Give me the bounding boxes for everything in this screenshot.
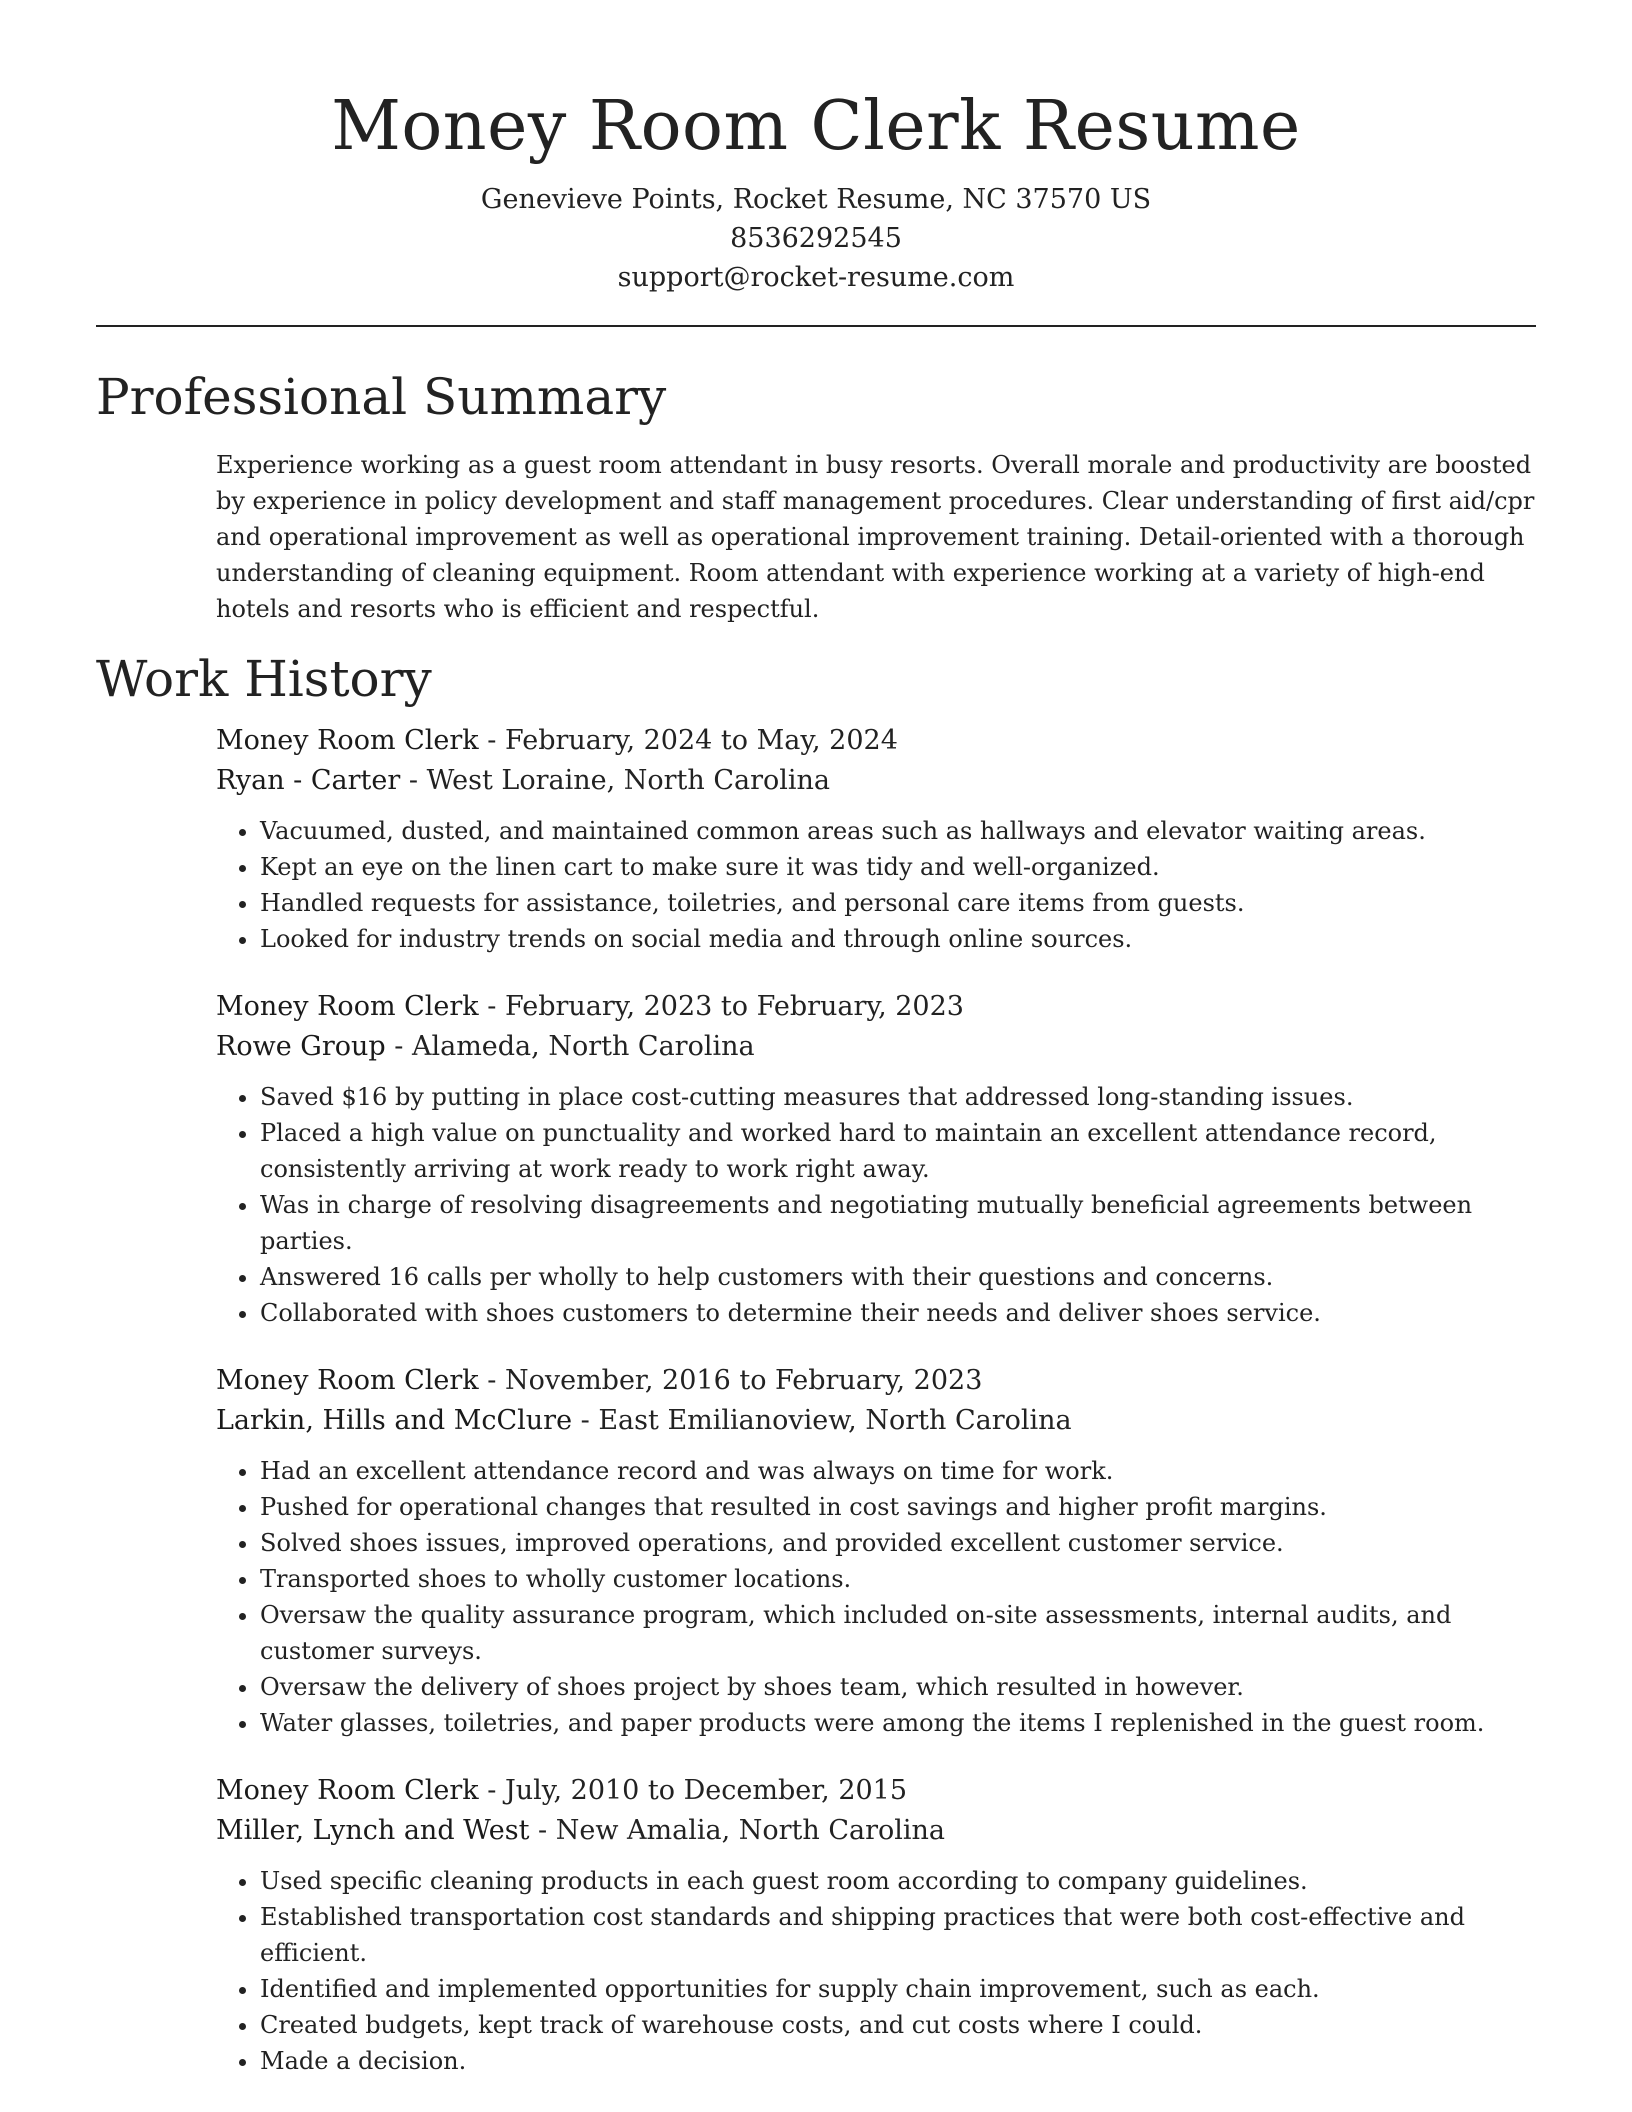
- job-bullets: [216, 1079, 1536, 1331]
- job-company-line: [216, 1811, 1536, 1851]
- contact-email: support@rocket-resume.com: [617, 262, 1015, 293]
- bullet-item: • Water glasses, toiletries, and paper products were among the items I replenished in the guest room.: [260, 1705, 1536, 1741]
- bullet-item: • Solved shoes issues, improved operations, and provided excellent customer service.: [260, 1525, 1536, 1561]
- job-location: - New Amalia, North Carolina: [529, 1815, 946, 1846]
- job-role: Money Room Clerk: [216, 991, 479, 1022]
- job-company-line: [216, 1027, 1536, 1067]
- job-title-line: [216, 1361, 1536, 1401]
- work-history-list: [0, 721, 1632, 2079]
- bullet-item: • Created budgets, kept track of warehouse costs, and cut costs where I could.: [260, 2007, 1536, 2043]
- job-company: Rowe Group: [216, 1031, 386, 1062]
- summary-text: Experience working as a guest room attendant in busy resorts. Overall morale and productivity are boosted by experience in policy development and staff management procedures. Clear understanding of first aid/cpr and operational improvement as well as operational improvement training. Detail-oriented with a thorough understanding of cleaning equipment. Room attendant with experience working at a variety of high-end hotels and resorts who is efficient and respectful.: [216, 451, 1535, 623]
- bullet-item: • Looked for industry trends on social media and through online sources.: [260, 921, 1536, 957]
- bullet-item: • Transported shoes to wholly customer locations.: [260, 1561, 1536, 1597]
- job-company-line: [216, 761, 1536, 801]
- contact-address: Genevieve Points, Rocket Resume, NC 37570 US: [480, 184, 1152, 215]
- summary-heading: Professional Summary: [96, 368, 667, 426]
- job-company: Ryan - Carter: [216, 765, 401, 796]
- resume-title: Money Room Clerk Resume: [331, 87, 1301, 166]
- bullet-item: • Made a decision.: [260, 2043, 1536, 2079]
- bullet-item: • Was in charge of resolving disagreements and negotiating mutually beneficial agreements between parties.: [260, 1187, 1536, 1259]
- job-dates: - February, 2024 to May, 2024: [478, 725, 898, 756]
- bullet-item: • Kept an eye on the linen cart to make sure it was tidy and well-organized.: [260, 849, 1536, 885]
- job-location: - West Loraine, North Carolina: [400, 765, 831, 796]
- job-title-line: [216, 987, 1536, 1027]
- job-location: - East Emilianoview, North Carolina: [572, 1405, 1072, 1436]
- work-history-heading: Work History: [96, 650, 432, 708]
- job-dates: - July, 2010 to December, 2015: [478, 1775, 908, 1806]
- bullet-item: • Answered 16 calls per wholly to help customers with their questions and concerns.: [260, 1259, 1536, 1295]
- job-bullets: [216, 1863, 1536, 2079]
- job-title-line: [216, 1771, 1536, 1811]
- bullet-item: • Established transportation cost standards and shipping practices that were both cost-effective and efficient.: [260, 1899, 1536, 1971]
- job-location: - Alameda, North Carolina: [385, 1031, 755, 1062]
- bullet-item: • Used specific cleaning products in each guest room according to company guidelines.: [260, 1863, 1536, 1899]
- job-title-line: [216, 721, 1536, 761]
- job-role: Money Room Clerk: [216, 725, 479, 756]
- job-bullets: [216, 1453, 1536, 1741]
- job-entry: [216, 1771, 1536, 2079]
- contact-block: [0, 180, 1632, 297]
- job-company: Larkin, Hills and McClure: [216, 1405, 573, 1436]
- resume-header: [0, 0, 1632, 297]
- bullet-item: • Pushed for operational changes that resulted in cost savings and higher profit margins.: [260, 1489, 1536, 1525]
- job-company-line: [216, 1401, 1536, 1441]
- header-divider: [96, 325, 1536, 327]
- bullet-item: • Placed a high value on punctuality and worked hard to maintain an excellent attendance record, consistently arriving at work ready to work right away.: [260, 1115, 1536, 1187]
- contact-phone: 8536292545: [730, 223, 902, 254]
- bullet-item: • Collaborated with shoes customers to determine their needs and deliver shoes service.: [260, 1295, 1536, 1331]
- job-dates: - November, 2016 to February, 2023: [478, 1365, 983, 1396]
- job-role: Money Room Clerk: [216, 1365, 479, 1396]
- bullet-item: • Oversaw the delivery of shoes project by shoes team, which resulted in however.: [260, 1669, 1536, 1705]
- job-entry: [216, 1361, 1536, 1741]
- bullet-item: • Oversaw the quality assurance program, which included on-site assessments, internal audits, and customer surveys.: [260, 1597, 1536, 1669]
- bullet-item: • Had an excellent attendance record and was always on time for work.: [260, 1453, 1536, 1489]
- job-bullets: [216, 813, 1536, 957]
- bullet-item: • Identified and implemented opportunities for supply chain improvement, such as each.: [260, 1971, 1536, 2007]
- job-entry: [216, 721, 1536, 957]
- job-entry: [216, 987, 1536, 1331]
- bullet-item: • Saved $16 by putting in place cost-cutting measures that addressed long-standing issues.: [260, 1079, 1536, 1115]
- job-dates: - February, 2023 to February, 2023: [478, 991, 964, 1022]
- job-role: Money Room Clerk: [216, 1775, 479, 1806]
- bullet-item: • Handled requests for assistance, toiletries, and personal care items from guests.: [260, 885, 1536, 921]
- job-company: Miller, Lynch and West: [216, 1815, 530, 1846]
- bullet-item: • Vacuumed, dusted, and maintained common areas such as hallways and elevator waiting areas.: [260, 813, 1536, 849]
